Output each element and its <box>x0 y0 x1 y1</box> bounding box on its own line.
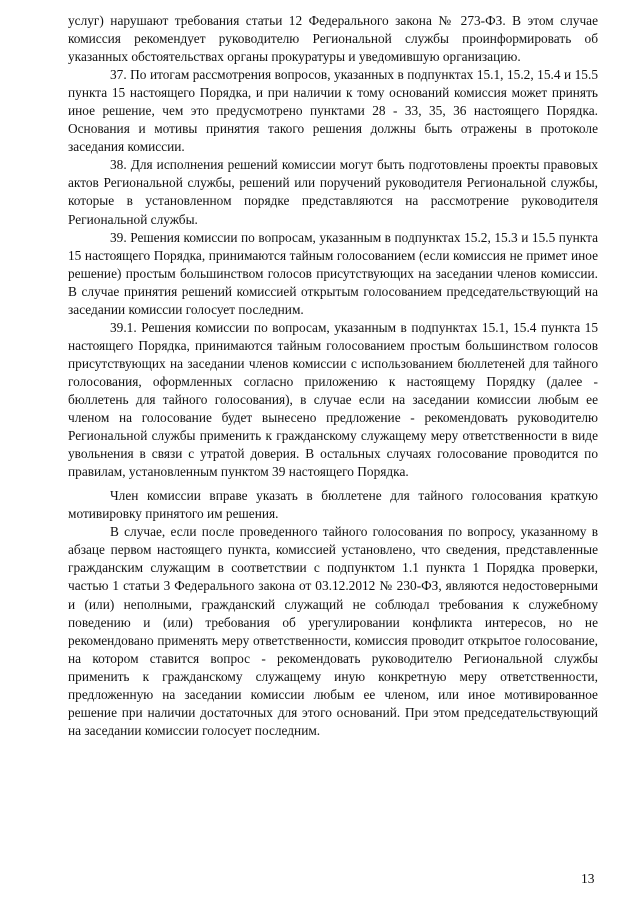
page-number: 13 <box>581 871 595 886</box>
paragraph-37: 37. По итогам рассмотрения вопросов, указанных в подпунктах 15.1, 15.2, 15.4 и 15.5 пункта 15 настоящего Порядка, и при наличии к тому оснований комиссия может принять иное решение, чем это предусмотрено пунктами 28 - 33, 35, 36 настоящего Порядка. Основания и мотивы принятия такого решения должны быть отражены в протоколе заседания комиссии. <box>68 67 598 155</box>
document-body <box>68 12 598 740</box>
paragraph-38: 38. Для исполнения решений комиссии могут быть подготовлены проекты правовых актов Региональной службы, решений или поручений руководителя Региональной службы, которые в установленном порядке представляются на рассмотрение руководителя Региональной службы. <box>68 157 598 227</box>
paragraph-open-vote: В случае, если после проведенного тайного голосования по вопросу, указанному в абзаце первом настоящего пункта, комиссией установлено, что сведения, представленные гражданским служащим в соответствии с подпунктом 1.1 пункта 1 Порядка проверки, частью 1 статьи 3 Федерального закона от 03.12.2012 № 230-ФЗ, являются недостоверными и (или) неполными, гражданский служащий не соблюдал требования к служебному поведению и (или) требования об урегулировании конфликта интересов, но не рекомендовано применять меру ответственности, комиссия проводит открытое голосование, на котором ставится вопрос - рекомендовать руководителю Региональной службы применить к гражданскому служащему иную конкретную меру ответственности, предложенную на заседании комиссии любым ее членом, или иное мотивированное решение при наличии достаточных для этого оснований. При этом председательствующий на заседании комиссии голосует последним. <box>68 524 598 738</box>
paragraph-39: 39. Решения комиссии по вопросам, указанным в подпунктах 15.2, 15.3 и 15.5 пункта 15 настоящего Порядка, принимаются тайным голосованием (если комиссия не примет иное решение) простым большинством голосов присутствующих на заседании членов комиссии. В случае принятия решений комиссией открытым голосованием председательствующий на заседании комиссии голосует последним. <box>68 229 598 317</box>
paragraph-39-1: 39.1. Решения комиссии по вопросам, указанным в подпунктах 15.1, 15.4 пункта 15 настоящего Порядка, принимаются тайным голосованием простым большинством голосов присутствующих на заседании членов комиссии с использованием бюллетеней для тайного голосования, оформленных согласно приложению к настоящему Порядку (далее - бюллетень для тайного голосования), в случае если на заседании комиссии любым ее членом на голосование будет вынесено предложение - рекомендовать руководителю Региональной службы применить к гражданскому служащему меру ответственности в виде увольнения в связи с утратой доверия. В остальных случаях голосование проводится по правилам, установленным пунктом 39 настоящего Порядка. <box>68 319 598 480</box>
paragraph-ballot-note: Член комиссии вправе указать в бюллетене для тайного голосования краткую мотивировку принятого им решения. <box>68 488 598 522</box>
paragraph-continuation: услуг) нарушают требования статьи 12 Федерального закона № 273-ФЗ. В этом случае комиссия рекомендует руководителю Региональной службы проинформировать об указанных обстоятельствах органы прокуратуры и уведомившую организацию. <box>68 13 598 65</box>
